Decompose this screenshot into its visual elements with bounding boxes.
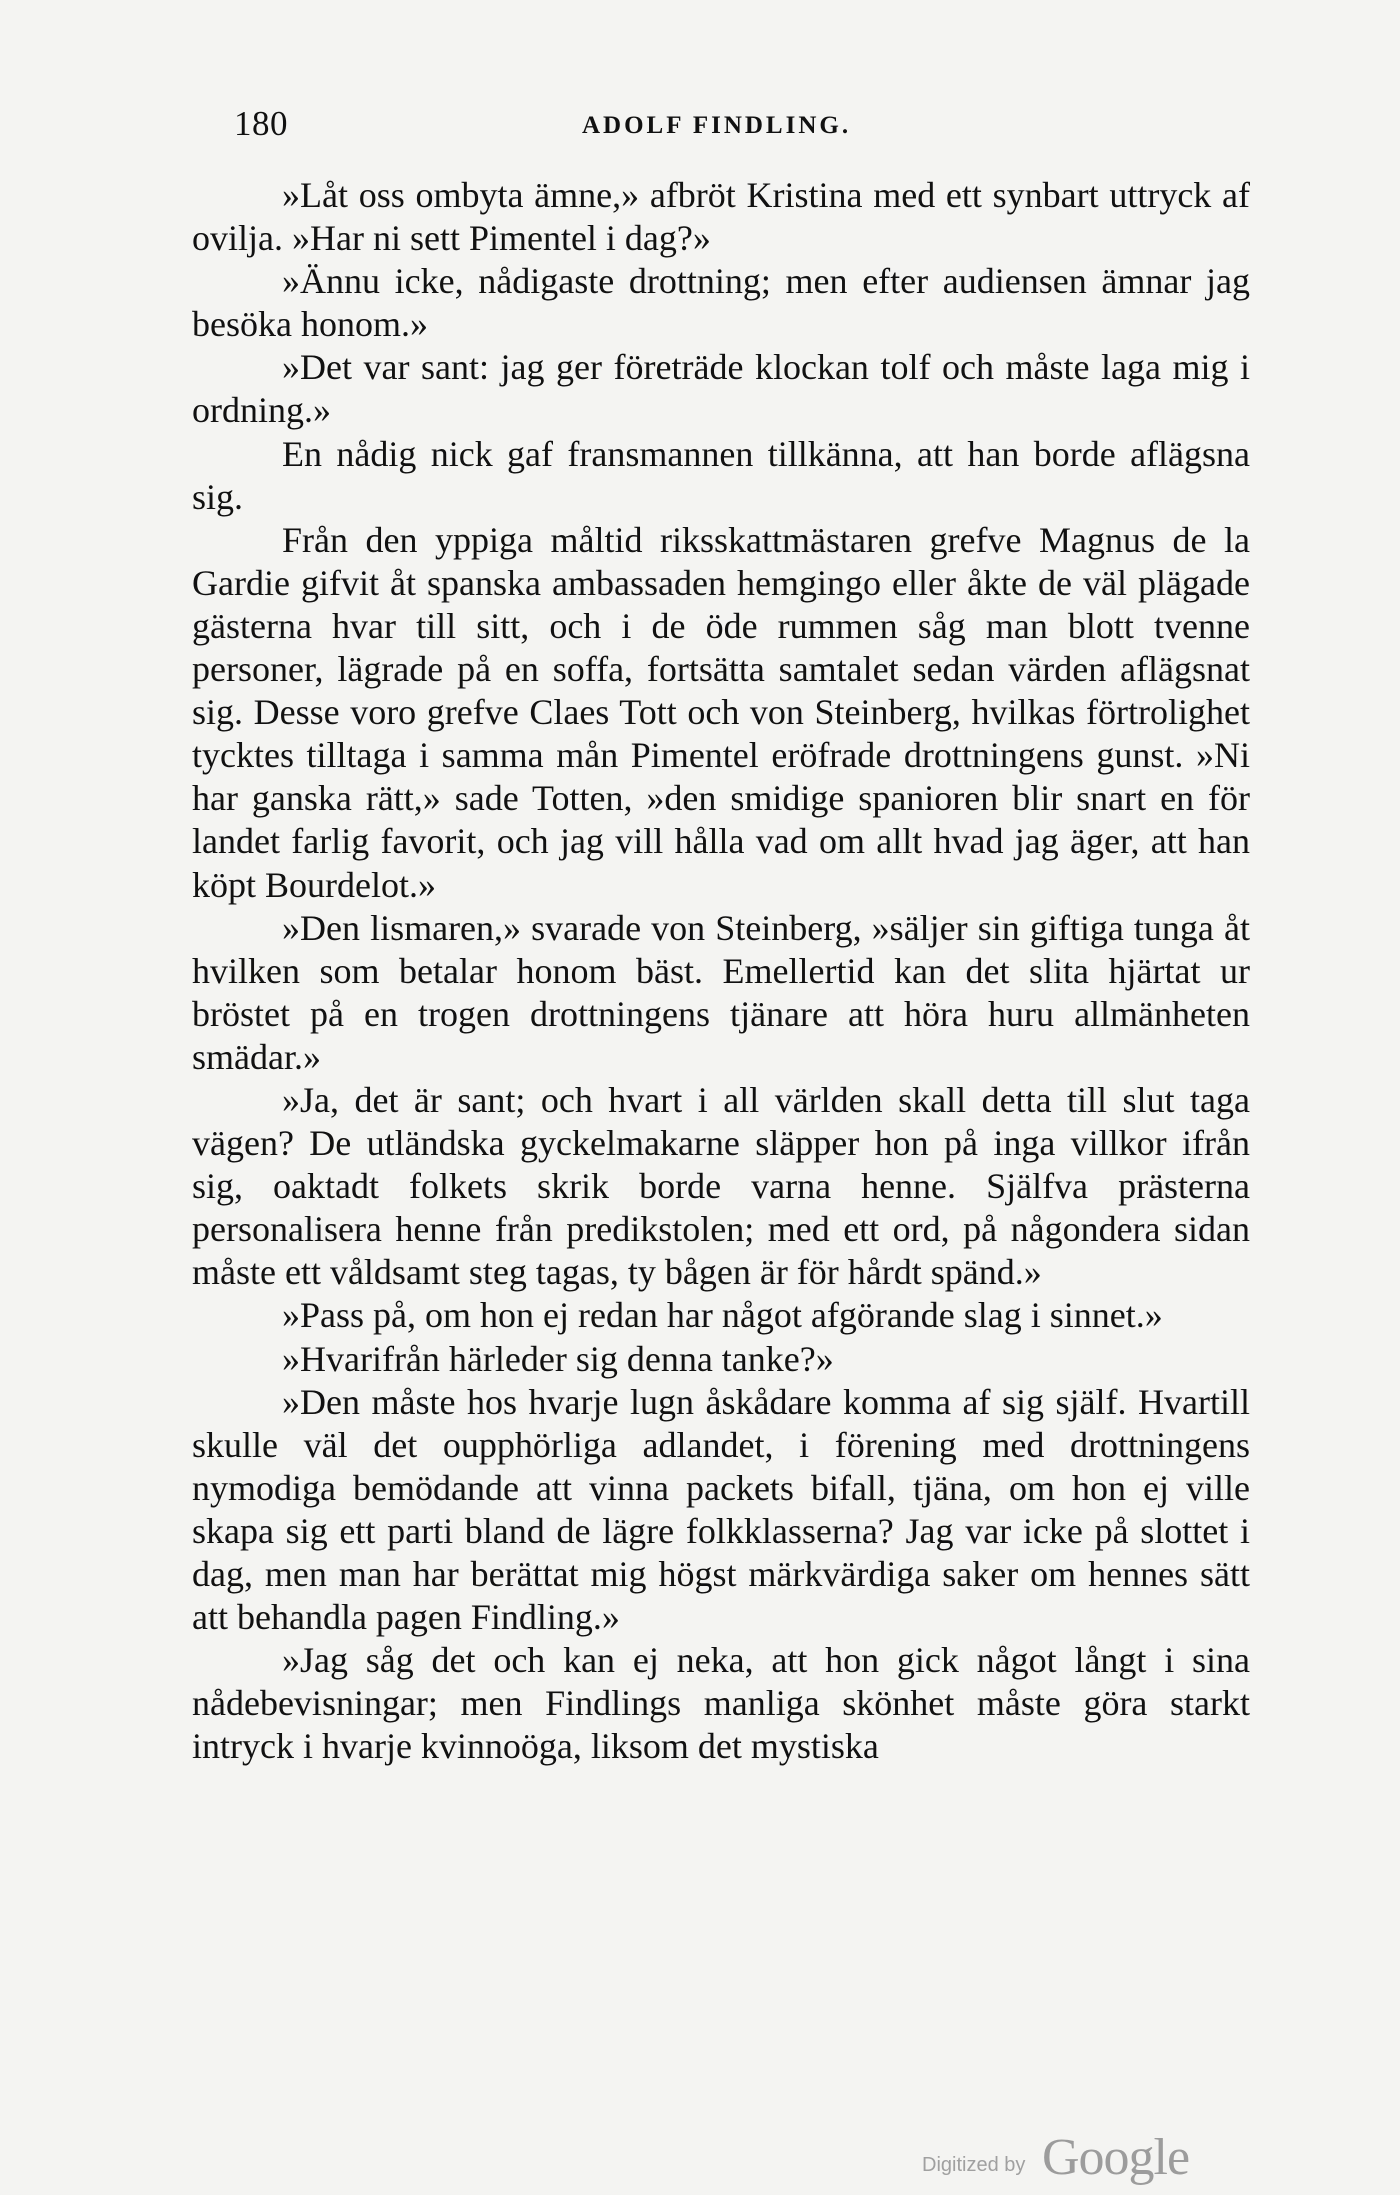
paragraph-7: »Ja, det är sant; och hvart i all världen skall detta till slut taga vägen? De utländska gyckelmakarne släpper hon på inga villkor ifrån sig, oaktadt folkets skrik borde varna henne. Själfva prästerna personalisera henne från predikstolen; med ett ord, på någondera sidan måste ett våldsamt steg tagas, ty bågen är för hårdt spänd.» <box>192 1079 1250 1293</box>
body-text <box>192 174 1250 1768</box>
paragraph-5: Från den yppiga måltid riksskattmästaren grefve Magnus de la Gardie gifvit åt spanska ambassaden hemgingo eller åkte de väl plägade gästerna hvar till sitt, och i de öde rummen såg man blott tvenne personer, lägrade på en soffa, fortsätta samtalet sedan värden aflägsnat sig. Desse voro grefve Claes Tott och von Steinberg, hvilkas förtrolighet tycktes tilltaga i samma mån Pimentel eröfrade drottningens gunst. »Ni har ganska rätt,» sade Totten, »den smidige spanioren blir snart en för landet farlig favorit, och jag vill hålla vad om allt hvad jag äger, att han köpt Bourdelot.» <box>192 519 1250 905</box>
digitized-watermark <box>922 2128 1222 2188</box>
paragraph-8: »Pass på, om hon ej redan har något afgörande slag i sinnet.» <box>282 1295 1163 1336</box>
paragraph-9: »Hvarifrån härleder sig denna tanke?» <box>282 1338 834 1379</box>
paragraph-3: »Det var sant: jag ger företräde klockan tolf och måste laga mig i ordning.» <box>192 347 1250 431</box>
paragraph-11: »Jag såg det och kan ej neka, att hon gick något långt i sina nådebevisningar; men Findlings manliga skönhet måste göra starkt intryck i hvarje kvinnoöga, liksom det mystiska <box>192 1640 1250 1767</box>
paragraph-4: En nådig nick gaf fransmannen tillkänna, att han borde aflägsna sig. <box>192 433 1250 517</box>
watermark-prefix: Digitized by <box>922 2154 1026 2176</box>
google-logo: Google <box>1042 2129 1190 2186</box>
page-header <box>190 104 1250 148</box>
running-title: ADOLF FINDLING. <box>582 112 852 139</box>
paragraph-10: »Den måste hos hvarje lugn åskådare komma af sig själf. Hvartill skulle väl det oupphörliga adlandet, i förening med drottningens nymodiga bemödande att vinna packets bifall, tjäna, om hon ej ville skapa sig ett parti bland de lägre folkklasserna? Jag var icke på slottet i dag, men man har berättat mig högst märkvärdiga saker om hennes sätt att behandla pagen Findling.» <box>192 1381 1250 1638</box>
page-number: 180 <box>234 104 288 143</box>
paragraph-6: »Den lismaren,» svarade von Steinberg, »säljer sin giftiga tunga åt hvilken som betalar honom bäst. Emellertid kan det slita hjärtat ur bröstet på en trogen drottningens tjänare att höra huru allmänheten smädar.» <box>192 907 1250 1077</box>
paragraph-2: »Ännu icke, nådigaste drottning; men efter audiensen ämnar jag besöka honom.» <box>192 261 1250 345</box>
paragraph-1: »Låt oss ombyta ämne,» afbröt Kristina med ett synbart uttryck af ovilja. »Har ni sett Pimentel i dag?» <box>192 175 1250 259</box>
